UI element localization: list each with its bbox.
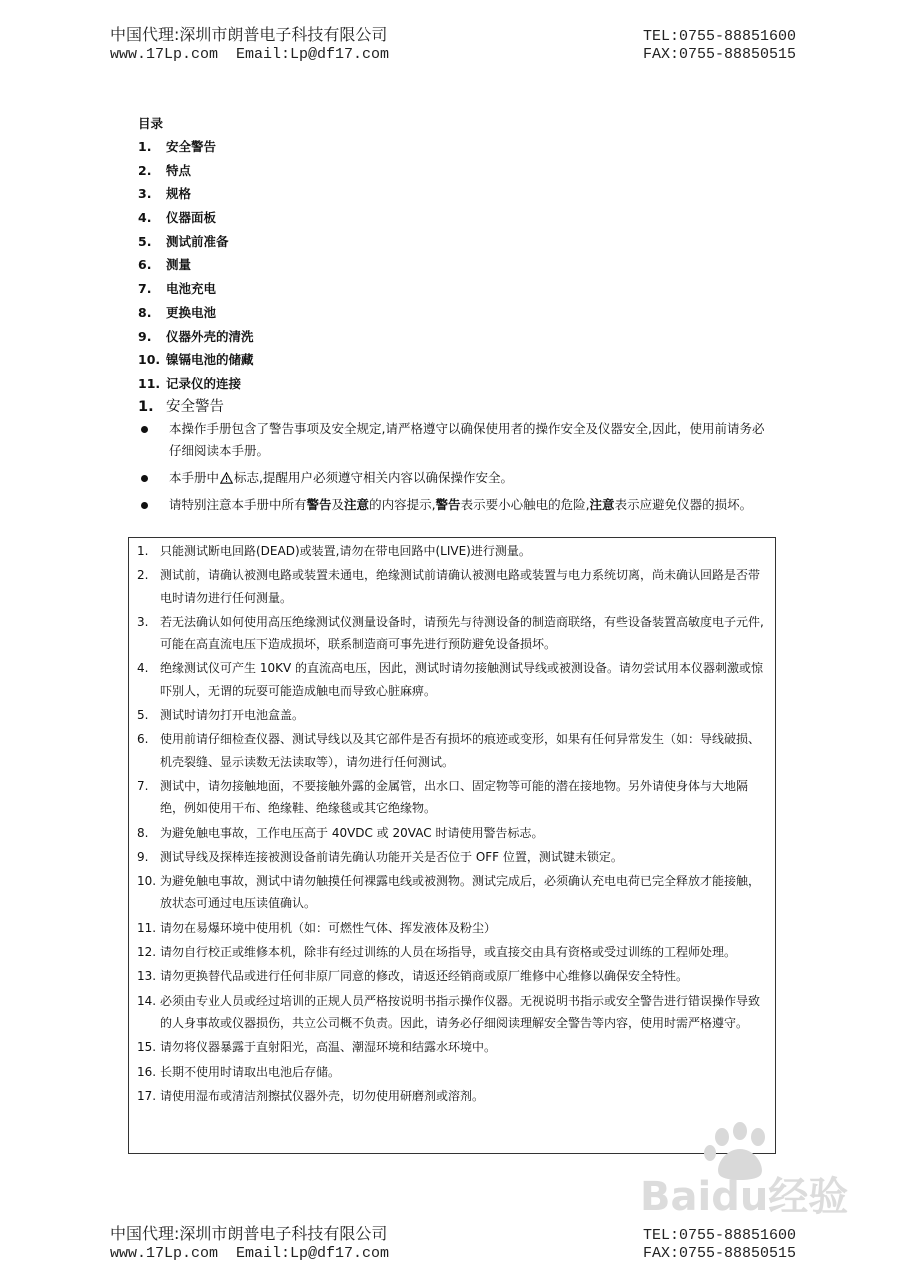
toc-item [138,348,254,372]
warning-text: 为避免触电事故，测试中请勿触摸任何裸露电线或被测物。测试完成后，必须确认充电电荷已完全释放才能接触，放状态可通过电压读值确认。 [160,874,761,911]
toc-item [138,206,254,230]
warning-item [137,965,765,987]
bold-keyword-warning: 警告 [435,497,461,512]
section-number: 1. [138,399,154,415]
warning-item [137,870,765,915]
warning-text: 请勿更换替代品或进行任何非原厂同意的修改，请返还经销商或原厂维修中心维修以确保安全特性。 [160,969,689,984]
warning-number: 9. [137,849,149,864]
warning-text: 若无法确认如何使用高压绝缘测试仪测量设备时，请预先与待测设备的制造商联络，有些设备装置高敏度电子元件,可能在高直流电压下造成损坏，联系制造商可事先进行预防避免设备损坏。 [160,614,764,652]
toc-item-label: 安全警告 [166,139,217,154]
warning-text: 必须由专业人员或经过培训的正规人员严格按说明书指示操作仪器。无视说明书指示或安全警告进行错误操作导致的人身事故或仪器损伤，共立公司概不负责。因此，请务必仔细阅读理解安全警告等内容，使用时需严格遵守。 [160,993,761,1030]
warning-item [137,657,765,702]
bullet-text-part: 及 [331,497,345,512]
footer-tel: TEL:0755-88851600 [642,1227,796,1244]
warning-number: 1. [137,544,149,558]
toc-item [138,301,254,325]
header-row-2 [110,46,796,63]
warning-item [137,846,765,868]
toc-item [138,159,254,183]
warning-item [137,1061,765,1083]
warning-item [137,822,765,844]
toc-item-number: 5. [138,233,152,249]
warning-number: 6. [137,732,149,747]
warning-number: 11. [137,920,157,935]
toc-item-number: 10. [138,352,161,368]
table-of-contents [138,112,254,396]
warning-text: 请勿在易爆环境中使用机（如：可燃性气体、挥发液体及粉尘） [160,920,497,935]
toc-title: 目录 [138,116,164,131]
warning-text: 测试前，请确认被测电路或装置未通电，绝缘测试前请确认被测电路或装置与电力系统切离，尚未确认回路是否带电时请勿进行任何测量。 [160,568,761,605]
warning-number: 4. [137,661,149,676]
toc-item-label: 测试前准备 [166,233,229,249]
bullet-text: 本操作手册包含了警告事项及安全规定,请严格遵守以确保使用者的操作安全及仪器安全,因此，使用前请务必仔细阅读本手册。 [169,421,765,458]
warning-text: 请勿自行校正或维修本机，除非有经过训练的人员在场指导，或直接交由具有资格或受过训练的工程师处理。 [160,945,737,960]
footer-row-1 [110,1221,796,1244]
section-title: 安全警告 [166,399,224,415]
toc-item-label: 测量 [166,257,192,273]
warning-text: 使用前请仔细检查仪器、测试导线以及其它部件是否有损坏的痕迹或变形，如果有任何异常发生（如：导线破损、机壳裂缝、显示读数无法读取等），请勿进行任何测试。 [160,732,761,769]
section-heading [138,396,224,418]
warning-item [137,611,765,656]
toc-item-number: 6. [138,257,152,273]
intro-bullets [138,418,774,516]
bullet-text-part: 请特别注意本手册中所有 [169,497,307,512]
toc-item-label: 记录仪的连接 [166,375,242,391]
bullet-dot-icon [141,475,148,482]
warning-text: 只能测试断电回路(DEAD)或装置,请勿在带电回路中(LIVE)进行测量。 [160,544,531,558]
warning-number: 17. [137,1088,157,1103]
warning-number: 8. [137,825,149,840]
warning-number: 12. [137,945,157,960]
header-web-email: www.17Lp.com Email:Lp@df17.com [110,46,390,63]
warning-number: 10. [137,874,157,889]
warning-item [137,775,765,820]
toc-item [138,325,254,349]
warnings-box [128,537,776,1154]
footer-fax: FAX:0755-88850515 [642,1245,796,1262]
warning-number: 7. [137,778,149,793]
warning-item [137,540,765,562]
warning-text: 请勿将仪器暴露于直射阳光，高温、潮湿环境和结露水环境中。 [160,1040,497,1055]
header-tel: TEL:0755-88851600 [642,28,796,45]
toc-item-label: 特点 [166,162,192,178]
warning-number: 16. [137,1064,157,1079]
footer-row-2 [110,1245,796,1262]
warning-number: 14. [137,993,157,1008]
toc-item-number: 4. [138,210,152,226]
bullet-text-pre: 本手册中 [169,470,220,485]
warning-item [137,704,765,726]
toc-item-number: 2. [138,162,152,178]
warning-text: 测试中，请勿接触地面，不要接触外露的金属管，出水口、固定物等可能的潜在接地物。另外请使身体与大地隔绝，例如使用干布、绝缘鞋、绝缘毯或其它绝缘物。 [160,778,749,816]
warning-text: 测试时请勿打开电池盒盖。 [160,708,305,723]
warning-text: 测试导线及探棒连接被测设备前请先确认功能开关是否位于 OFF 位置，测试键未锁定。 [160,849,623,864]
footer-web-email: www.17Lp.com Email:Lp@df17.com [110,1245,390,1262]
toc-list [138,135,254,396]
bold-keyword-caution: 注意 [589,497,615,512]
toc-item-label: 仪器外壳的清洗 [166,328,254,344]
bullet-item [138,494,774,516]
warning-text: 绝缘测试仪可产生 10KV 的直流高电压，因此，测试时请勿接触测试导线或被测设备。请勿尝试用本仪器刺激或惊吓别人，无谓的玩耍可能造成触电而导致心脏麻痹。 [160,661,763,698]
toc-item-label: 规格 [166,186,192,202]
warning-item [137,917,765,939]
bullet-text-post: 标志,提醒用户必须遵守相关内容以确保操作安全。 [234,470,513,485]
toc-item-label: 电池充电 [166,281,217,297]
header-fax: FAX:0755-88850515 [642,46,796,63]
warning-number: 2. [137,568,149,583]
bullet-dot-icon [141,426,148,433]
toc-item-label: 更换电池 [166,304,217,320]
page-footer [110,1221,796,1262]
warning-triangle-icon [220,472,233,484]
warning-item [137,990,765,1035]
toc-item [138,277,254,301]
footer-company: 中国代理:深圳市朗普电子科技有限公司 [110,1224,388,1243]
warning-number: 13. [137,969,157,984]
warning-item [137,1036,765,1058]
warning-text: 为避免触电事故，工作电压高于 40VDC 或 20VAC 时请使用警告标志。 [160,825,544,840]
warning-text: 长期不使用时请取出电池后存储。 [160,1064,341,1079]
toc-item [138,372,254,396]
toc-item [138,253,254,277]
header-row-1 [110,22,796,45]
warning-item [137,564,765,609]
watermark-text: Baidu经验 [640,1174,849,1220]
toc-item [138,182,254,206]
bold-keyword-warning: 警告 [306,497,332,512]
toc-item-number: 7. [138,281,152,297]
warning-item [137,728,765,773]
header-company: 中国代理:深圳市朗普电子科技有限公司 [110,25,388,44]
bullet-text-part: 表示应避免仪器的损坏。 [614,497,753,512]
toc-item [138,230,254,254]
warning-item [137,941,765,963]
warning-number: 5. [137,708,149,723]
toc-item-number: 11. [138,375,161,391]
toc-item-number: 8. [138,304,152,320]
warning-number: 3. [137,614,149,629]
page-header [110,22,796,63]
toc-item-number: 3. [138,186,152,202]
toc-item-label: 镍镉电池的储藏 [166,352,254,368]
toc-item-number: 1. [138,139,152,154]
warning-text: 请使用湿布或清洁剂擦拭仪器外壳，切勿使用研磨剂或溶剂。 [160,1088,485,1103]
baidu-jingyan-watermark [640,1115,870,1235]
warning-item [137,1085,765,1107]
bullet-dot-icon [141,502,148,509]
bullet-item [138,467,774,489]
bold-keyword-caution: 注意 [344,497,370,512]
warning-number: 15. [137,1040,157,1055]
bullet-text-part: 表示要小心触电的危险, [460,497,590,512]
toc-item-number: 9. [138,328,152,344]
bullet-item [138,418,774,462]
toc-item [138,135,254,159]
toc-item-label: 仪器面板 [166,210,217,226]
bullet-text-part: 的内容提示, [369,497,436,512]
